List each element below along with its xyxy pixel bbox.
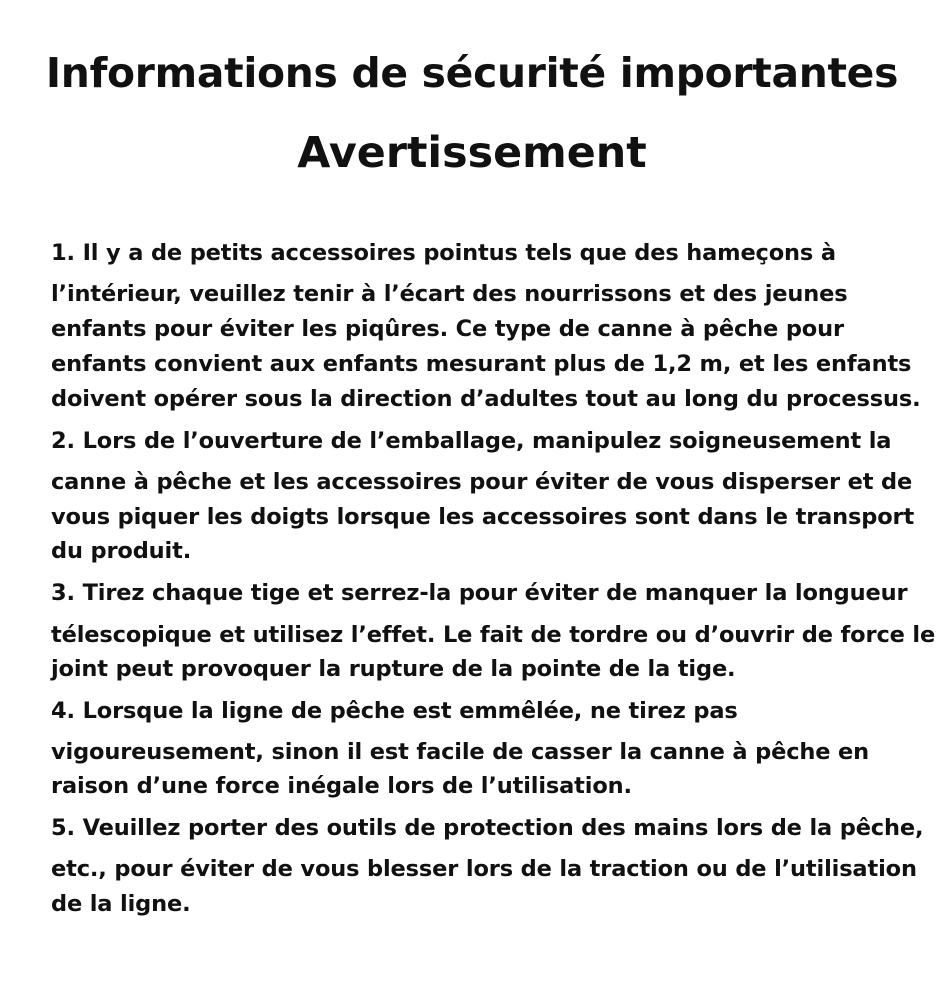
paragraph-3-line-3: joint peut provoquer la rupture de la pointe de la tige.	[51, 656, 736, 682]
document-title: Informations de sécurité importantes	[45, 49, 899, 97]
paragraph-4-line-2: vigoureusement, sinon il est facile de casser la canne à pêche en	[51, 739, 870, 765]
paragraph-4-line-3: raison d’une force inégale lors de l’utilisation.	[51, 773, 632, 799]
paragraph-5-line-3: de la ligne.	[51, 891, 191, 917]
paragraph-2-line-2: canne à pêche et les accessoires pour éviter de vous disperser et de	[51, 469, 913, 495]
paragraph-3-line-2: télescopique et utilisez l’effet. Le fait de tordre ou d’ouvrir de force le	[51, 622, 936, 648]
paragraph-1-line-3: enfants pour éviter les piqûres. Ce type de canne à pêche pour	[51, 316, 844, 342]
paragraph-1-line-5: doivent opérer sous la direction d’adultes tout au long du processus.	[51, 386, 921, 412]
document-subtitle: Avertissement	[297, 128, 647, 178]
paragraph-1-line-2: l’intérieur, veuillez tenir à l’écart des nourrissons et des jeunes	[51, 281, 848, 307]
paragraph-5-line-2: etc., pour éviter de vous blesser lors de la traction ou de l’utilisation	[51, 856, 917, 882]
paragraph-3-line-1: 3. Tirez chaque tige et serrez-la pour éviter de manquer la longueur	[51, 580, 908, 606]
paragraph-1-line-4: enfants convient aux enfants mesurant plus de 1,2 m, et les enfants	[51, 351, 912, 377]
paragraph-2-line-4: du produit.	[51, 538, 192, 564]
paragraph-1-line-1: 1. Il y a de petits accessoires pointus tels que des hameçons à	[51, 240, 836, 266]
paragraph-4-line-1: 4. Lorsque la ligne de pêche est emmêlée, ne tirez pas	[51, 698, 738, 724]
paragraph-5-line-1: 5. Veuillez porter des outils de protection des mains lors de la pêche,	[51, 815, 924, 841]
paragraph-2-line-3: vous piquer les doigts lorsque les accessoires sont dans le transport	[51, 504, 915, 530]
paragraph-2-line-1: 2. Lors de l’ouverture de l’emballage, manipulez soigneusement la	[51, 428, 892, 454]
